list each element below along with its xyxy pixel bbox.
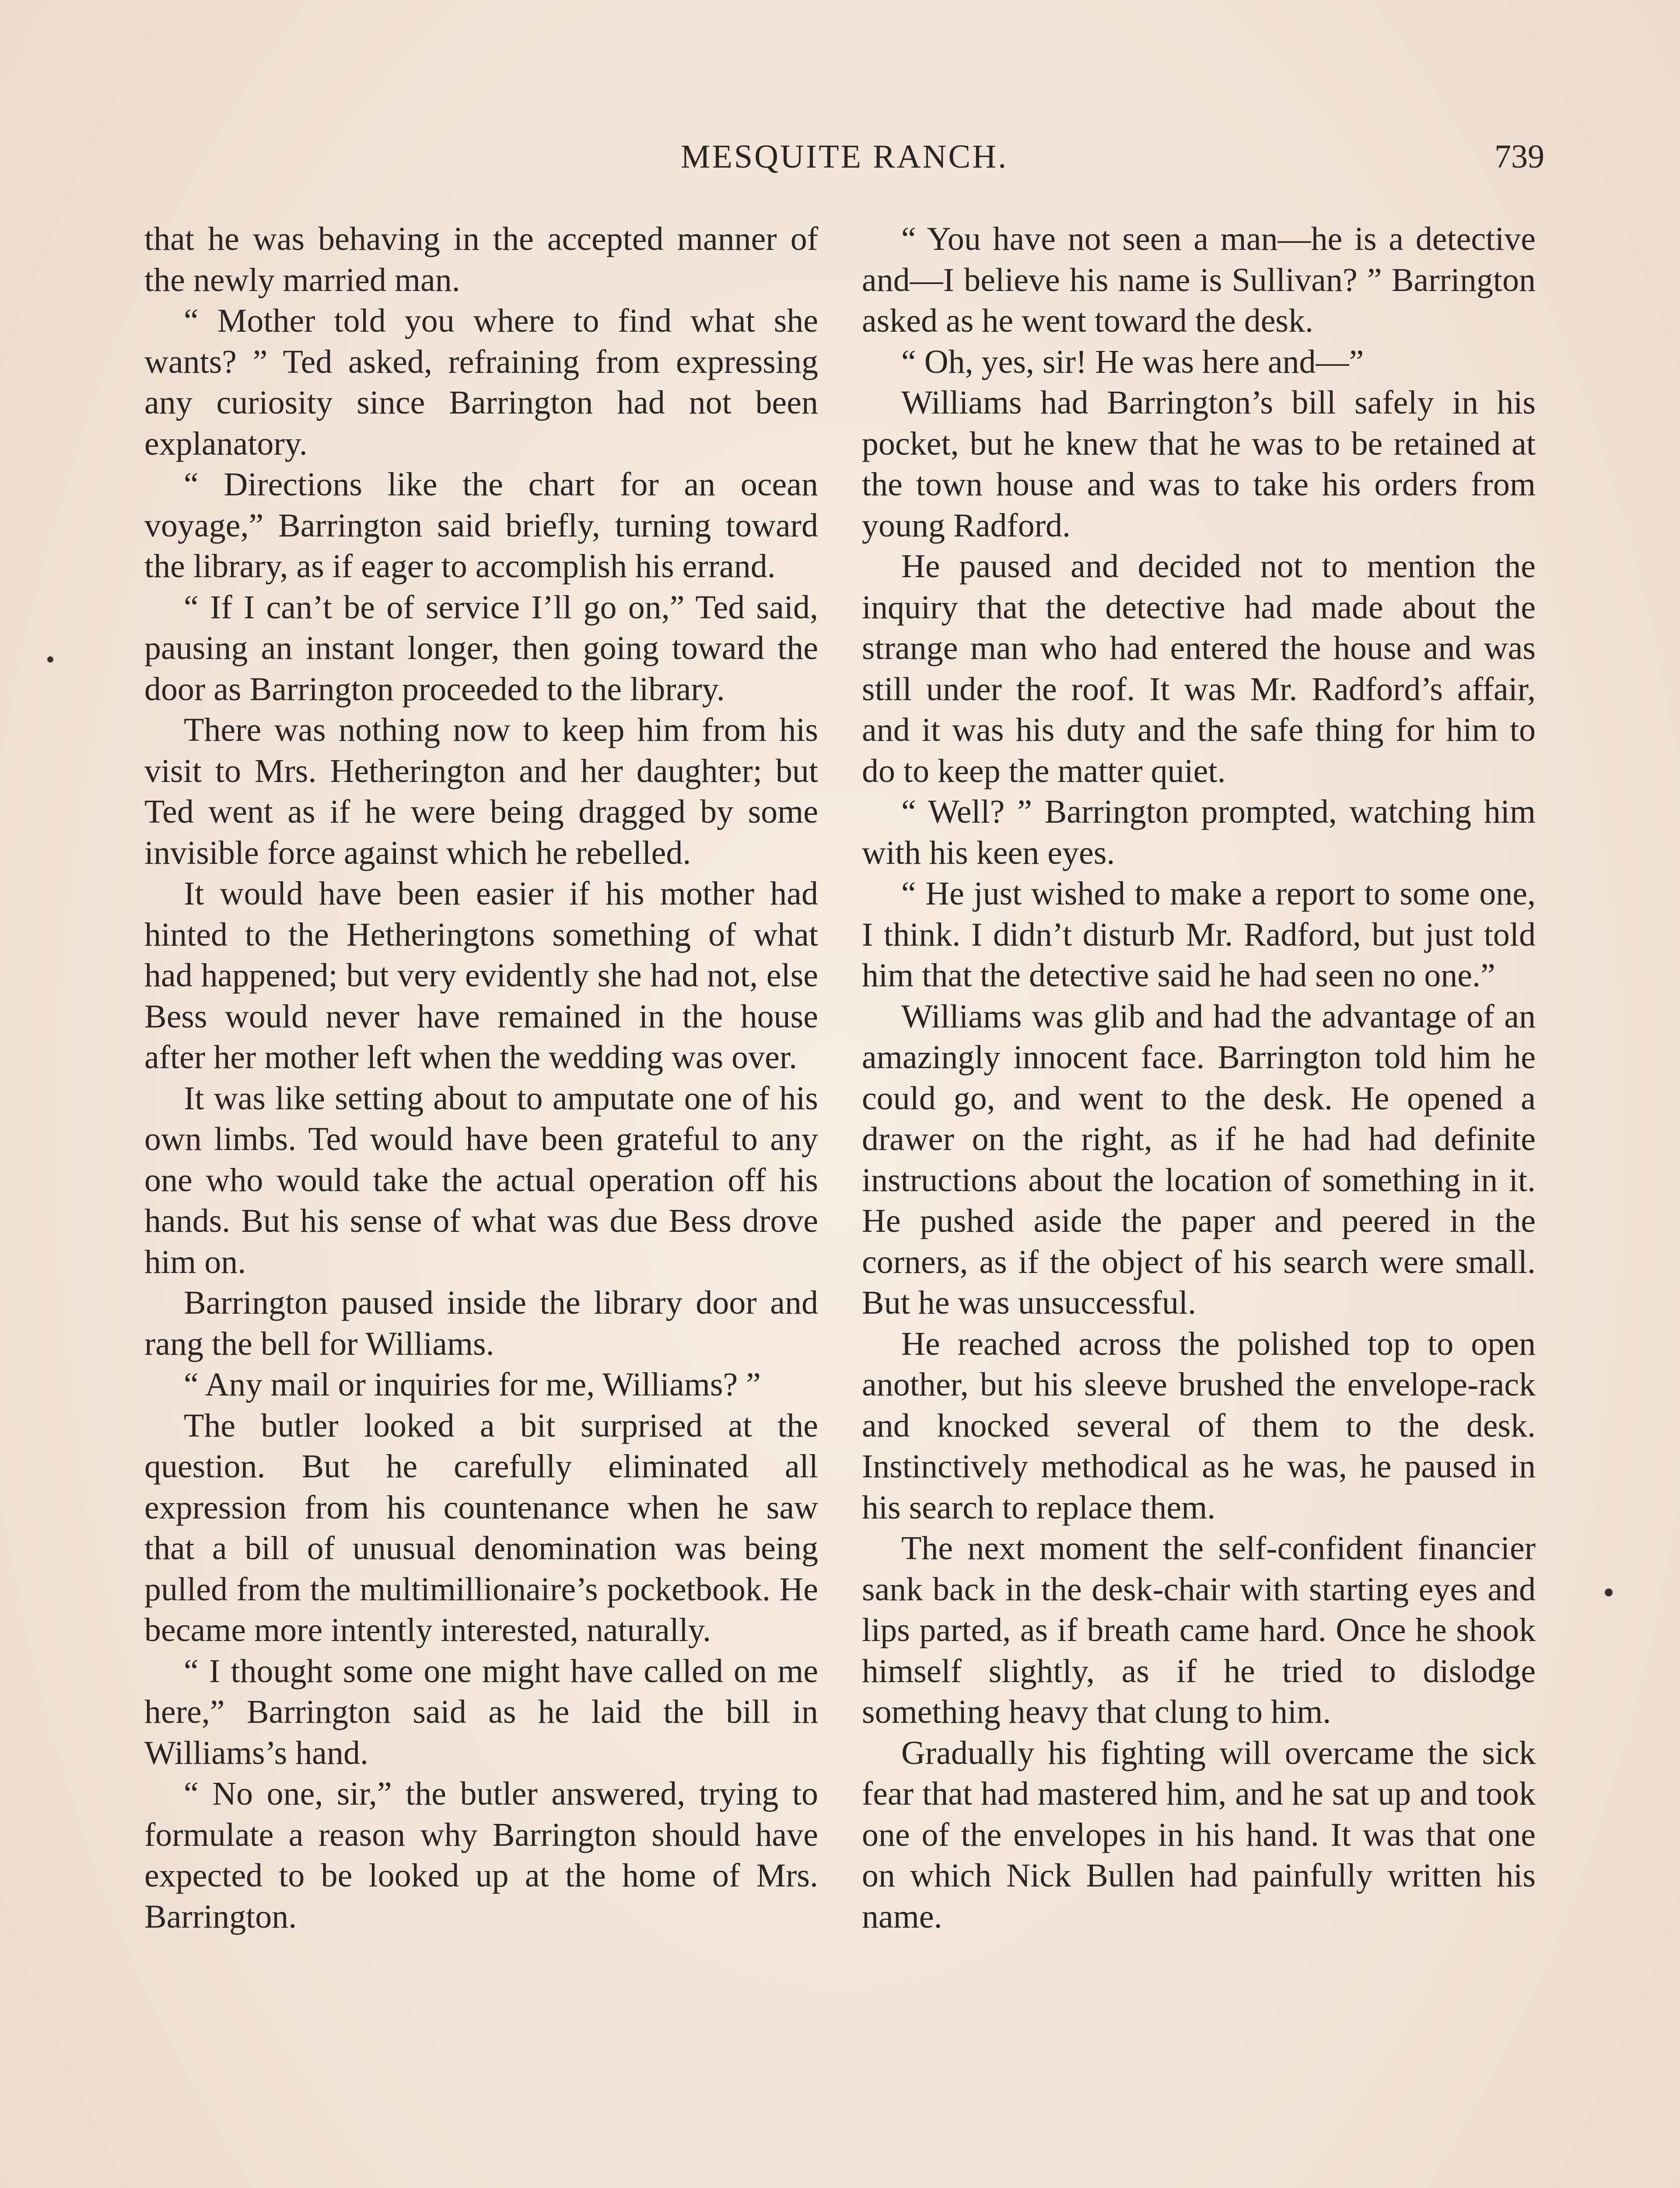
paragraph: He reached across the polished top to open another, but his sleeve brushed the envelope-rack and knocked several of them to the desk. Instinctively methodical as he was, he paused in his search to replace them. — [862, 1325, 1536, 1526]
paragraph: There was nothing now to keep him from his visit to Mrs. Hetherington and her daughter; but Ted went as if he were being dragged by some invisible force against which he rebelled. — [144, 712, 818, 871]
paragraph: “ No one, sir,” the butler answered, trying to formulate a reason why Barrington should have expected to be looked up at the home of Mrs. Barrington. — [144, 1775, 818, 1935]
paragraph: Gradually his fighting will overcame the sick fear that had mastered him, and he sat up and took one of the envelopes in his hand. It was that one on which Nick Bullen had painfully written his name. — [862, 1734, 1536, 1935]
paragraph: that he was behaving in the accepted manner of the newly married man. — [144, 221, 818, 298]
paragraph: Williams had Barrington’s bill safely in his pocket, but he knew that he was to be retained at the town house and was to take his orders from young Radford. — [862, 384, 1536, 544]
paragraph: “ Oh, yes, sir! He was here and—” — [901, 343, 1364, 380]
paragraph: Barrington paused inside the library door and rang the bell for Williams. — [144, 1284, 818, 1362]
paragraph: “ Any mail or inquiries for me, Williams? ” — [184, 1366, 761, 1403]
paragraph: It would have been easier if his mother had hinted to the Hetheringtons something of what had happened; but very evidently she had not, else Bess would never have remained in the house after her mother left when the wedding was over. — [144, 875, 818, 1076]
paragraph: The next moment the self-confident financier sank back in the desk-chair with starting eyes and lips parted, as if breath came hard. Once he shook himself slightly, as if he tried to dislodge something heavy that clung to him. — [862, 1530, 1536, 1730]
paragraph: “ I thought some one might have called on me here,” Barrington said as he laid the bill in Williams’s hand. — [144, 1652, 818, 1771]
running-title: MESQUITE RANCH. — [680, 138, 1008, 175]
paragraph: “ He just wished to make a report to some one, I think. I didn’t disturb Mr. Radford, but just told him that the detective said he had seen no one.” — [862, 875, 1536, 994]
print-speck — [47, 656, 53, 663]
paragraph: “ Mother told you where to find what she wants? ” Ted asked, refraining from expressing any curiosity since Barrington had not been explanatory. — [144, 302, 818, 462]
right-column — [862, 219, 1536, 1937]
running-header — [144, 138, 1544, 186]
paragraph: It was like setting about to amputate one of his own limbs. Ted would have been grateful to any one who would take the actual operation off his hands. But his sense of what was due Bess drove him on. — [144, 1080, 818, 1280]
paragraph: “ Directions like the chart for an ocean voyage,” Barrington said briefly, turning toward the library, as if eager to accomplish his errand. — [144, 466, 818, 585]
paragraph: Williams was glib and had the advantage of an amazingly innocent face. Barrington told him he could go, and went to the desk. He opened a drawer on the right, as if he had had definite instructions about the location of something in it. He pushed aside the paper and peered in the corners, as if the object of his search were small. But he was unsuccessful. — [862, 998, 1536, 1321]
page-number: 739 — [1494, 138, 1544, 175]
left-column — [144, 219, 818, 1937]
paragraph: “ If I can’t be of service I’ll go on,” Ted said, pausing an instant longer, then going toward the door as Barrington proceeded to the library. — [144, 589, 818, 708]
print-speck — [1605, 1588, 1613, 1596]
paragraph: The butler looked a bit surprised at the question. But he carefully eliminated all expression from his countenance when he saw that a bill of unusual denomination was being pulled from the multimillionaire’s pocketbook. He became more intently interested, naturally. — [144, 1407, 818, 1648]
paragraph: “ Well? ” Barrington prompted, watching him with his keen eyes. — [862, 793, 1536, 871]
paragraph: “ You have not seen a man—he is a detective and—I believe his name is Sullivan? ” Barrington asked as he went toward the desk. — [862, 221, 1536, 339]
paragraph: He paused and decided not to mention the inquiry that the detective had made about the strange man who had entered the house and was still under the roof. It was Mr. Radford’s affair, and it was his duty and the safe thing for him to do to keep the matter quiet. — [862, 548, 1536, 789]
